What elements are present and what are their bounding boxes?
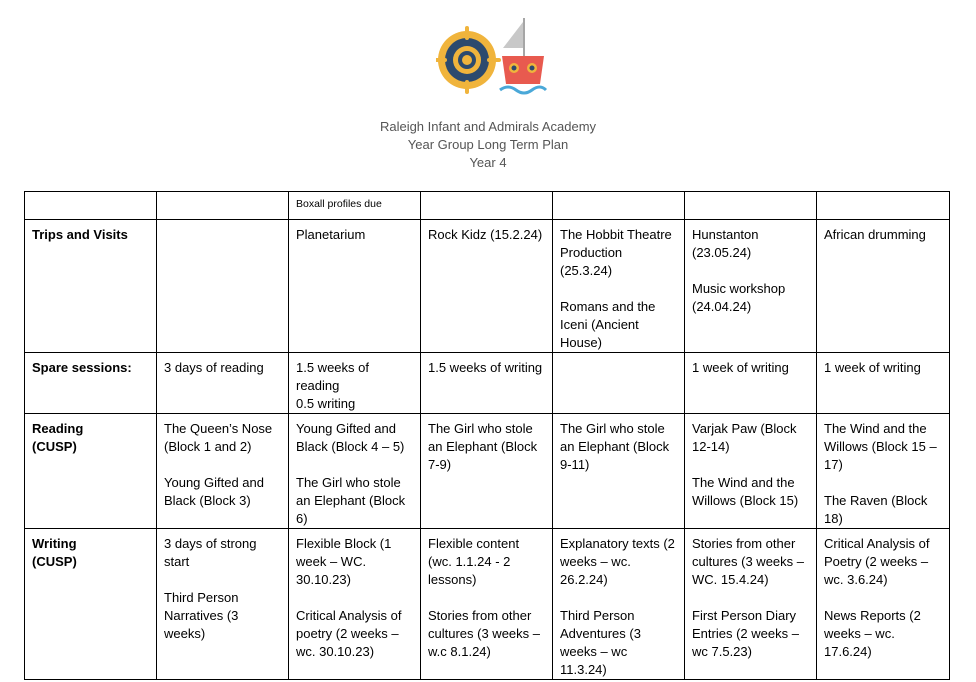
table-cell [25,192,157,220]
table-cell: 1 week of writing [685,353,817,414]
cell-text: 1.5 weeks of reading [296,360,369,393]
cell-text: Flexible content (wc. 1.1.24 - 2 lessons) [428,536,520,587]
table-cell [289,414,421,529]
table-cell: The Girl who stole an Elephant (Block 7-9) [421,414,553,529]
table-cell [817,192,950,220]
cell-text: Young Gifted and Black (Block 4 – 5) [296,421,405,454]
table-row [25,414,950,529]
cell-text: Third Person Narratives (3 weeks) [164,590,239,641]
table-cell: 1 week of writing [817,353,950,414]
cell-text: Young Gifted and Black (Block 3) [164,475,264,508]
table-cell [685,529,817,680]
cell-text: 3 days of strong start [164,536,257,569]
table-cell [553,220,685,353]
cell-text: Stories from other cultures (3 weeks – WC. 15.4.24) [692,536,804,587]
cell-text: Third Person Adventures (3 weeks – wc 11.3.24) [560,608,641,677]
table-cell [157,220,289,353]
table-cell [289,529,421,680]
cell-text: Flexible Block (1 week – WC. 30.10.23) [296,536,392,587]
cell-text: First Person Diary Entries (2 weeks – wc 7.5.23) [692,608,799,659]
table-cell: African drumming [817,220,950,353]
cell-text: Critical Analysis of poetry (2 weeks – wc. 30.10.23) [296,608,402,659]
table-cell [817,529,950,680]
school-name: Raleigh Infant and Admirals Academy [379,119,597,134]
row-header-writing [25,529,157,680]
row-header-trips: Trips and Visits [25,220,157,353]
table-row [25,220,950,353]
row-header-text: (CUSP) [32,554,77,569]
table-cell [685,414,817,529]
table-cell [157,529,289,680]
table-cell [553,529,685,680]
year-label: Year 4 [469,155,507,170]
cell-text: Varjak Paw (Block 12-14) [692,421,797,454]
table-row [25,192,950,220]
table-cell: 1.5 weeks of writing [421,353,553,414]
cell-text: The Hobbit Theatre Production (25.3.24) [560,227,672,278]
row-header-reading [25,414,157,529]
row-header-text: Writing [32,536,77,551]
cell-text: Critical Analysis of Poetry (2 weeks – wc. 3.6.24) [824,536,930,587]
cell-text: The Wind and the Willows (Block 15) [692,475,799,508]
table-row [25,529,950,680]
table-cell [817,414,950,529]
row-header-spare: Spare sessions: [25,353,157,414]
cell-text: The Wind and the Willows (Block 15 – 17) [824,421,937,472]
row-header-text: (CUSP) [32,439,77,454]
cell-text: The Queen’s Nose (Block 1 and 2) [164,421,273,454]
cell-text: Explanatory texts (2 weeks – wc. 26.2.24) [560,536,675,587]
table-cell: Planetarium [289,220,421,353]
long-term-plan-table [24,191,950,680]
table-cell [553,192,685,220]
cell-text: The Raven (Block 18) [824,493,928,526]
table-cell [289,192,421,220]
table-cell: The Girl who stole an Elephant (Block 9-11) [553,414,685,529]
table-cell: 3 days of reading [157,353,289,414]
cell-text: Music workshop (24.04.24) [692,281,786,314]
cell-text: News Reports (2 weeks – wc. 17.6.24) [824,608,921,659]
cell-text: Romans and the Iceni (Ancient House) [560,299,656,350]
table-cell [289,353,421,414]
table-cell [157,414,289,529]
plan-title: Year Group Long Term Plan [407,137,569,152]
row-header-text: Reading [32,421,84,436]
boat-icon [500,18,546,93]
table-cell [553,353,685,414]
boxall-note: Boxall profiles due [296,198,382,210]
cell-text: Hunstanton (23.05.24) [692,227,759,260]
table-cell: Rock Kidz (15.2.24) [421,220,553,353]
table-cell [685,192,817,220]
school-logo [436,14,548,96]
table-cell [421,192,553,220]
cell-text: 0.5 writing [296,396,356,411]
cell-text: Stories from other cultures (3 weeks – w.c 8.1.24) [428,608,540,659]
table-row [25,353,950,414]
ship-wheel-icon [436,28,499,92]
table-cell [157,192,289,220]
table-cell [685,220,817,353]
table-cell [421,529,553,680]
cell-text: The Girl who stole an Elephant (Block 6) [296,475,406,526]
document-header [0,118,976,172]
